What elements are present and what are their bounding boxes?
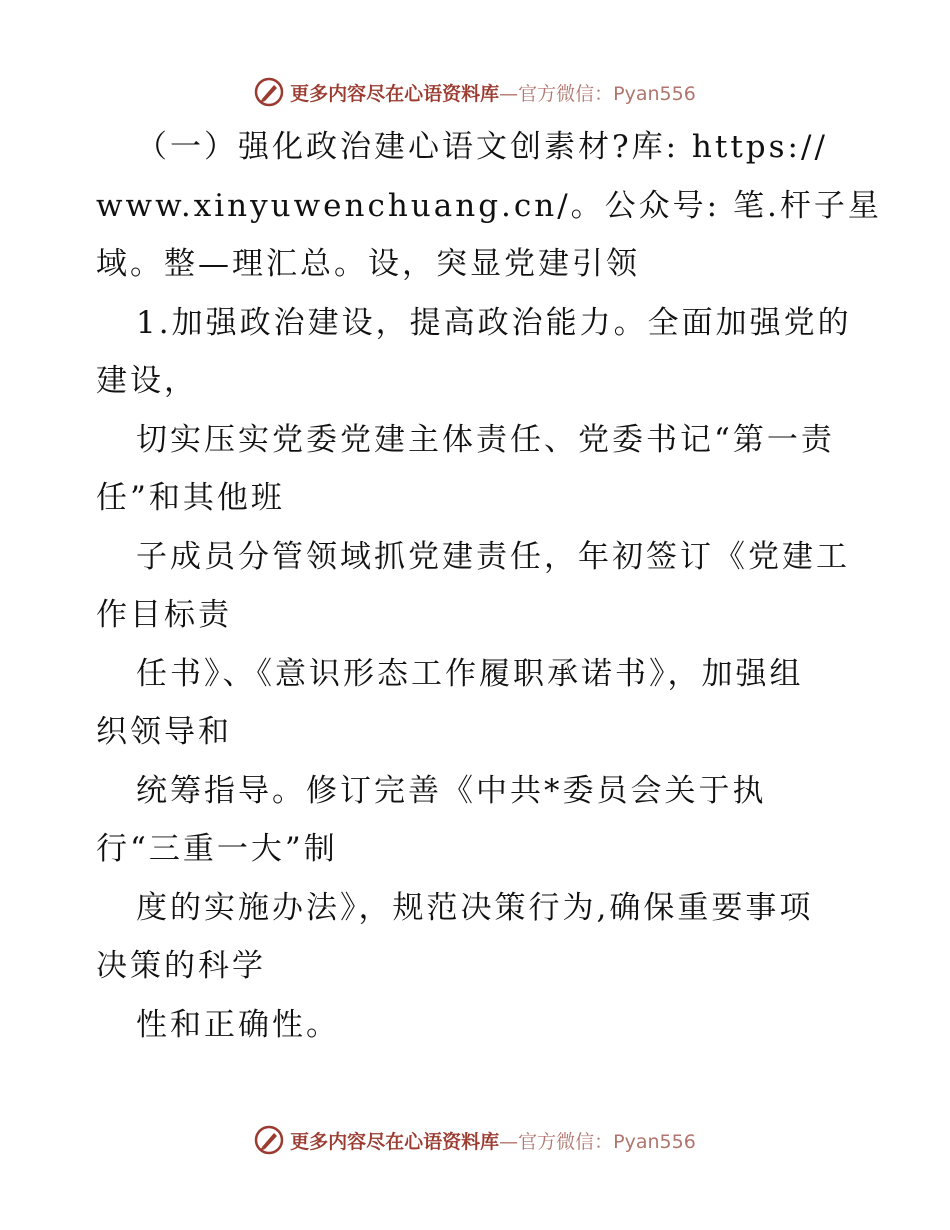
text-line: 作目标责 — [96, 597, 232, 633]
pen-logo-icon — [254, 77, 284, 107]
text-line: 度的实施办法》，规范决策行为,确保重要事项 — [136, 889, 814, 926]
text-line: （一）强化政治建心语文创素材?库: https:// — [136, 129, 828, 165]
text-line: 切实压实党委党建主体责任、党委书记“第一责 — [136, 421, 835, 458]
text-line: 织领导和 — [96, 714, 232, 750]
text-line: 统筹指导。修订完善《中共*委员会关于执 — [136, 772, 767, 809]
text-line: 任”和其他班 — [96, 480, 285, 516]
text-line: 性和正确性。 — [136, 1006, 340, 1043]
text-line: 1.加强政治建设，提高政治能力。全面加强党的 — [136, 304, 852, 341]
text-line: www.xinyuwenchuang.cn/。公众号: 笔.杆子星 — [96, 187, 882, 224]
header-wechat-text: 官方微信：Pyan556 — [518, 82, 696, 105]
footer-watermark — [0, 1120, 950, 1160]
text-line: 行“三重一大”制 — [96, 831, 338, 867]
text-line: 决策的科学 — [96, 948, 266, 984]
pen-logo-icon — [254, 1125, 284, 1155]
footer-brand-text: 更多内容尽在心语资料库 — [290, 1130, 500, 1153]
footer-banner-text — [290, 1127, 696, 1154]
footer-wechat-text: 官方微信：Pyan556 — [518, 1130, 696, 1153]
text-line: 子成员分管领域抓党建责任，年初签订《党建工 — [136, 538, 850, 575]
header-brand-text: 更多内容尽在心语资料库 — [290, 82, 500, 105]
header-watermark — [0, 72, 950, 112]
header-separator: — — [499, 82, 519, 105]
text-line: 建设， — [96, 363, 198, 399]
text-line: 任书》、《意识形态工作履职承诺书》，加强组 — [136, 655, 804, 692]
footer-separator: — — [499, 1130, 519, 1153]
header-banner-text — [290, 79, 696, 106]
document-body — [96, 118, 882, 1054]
text-line: 域。整—理汇总。设，突显党建引领 — [96, 246, 640, 282]
